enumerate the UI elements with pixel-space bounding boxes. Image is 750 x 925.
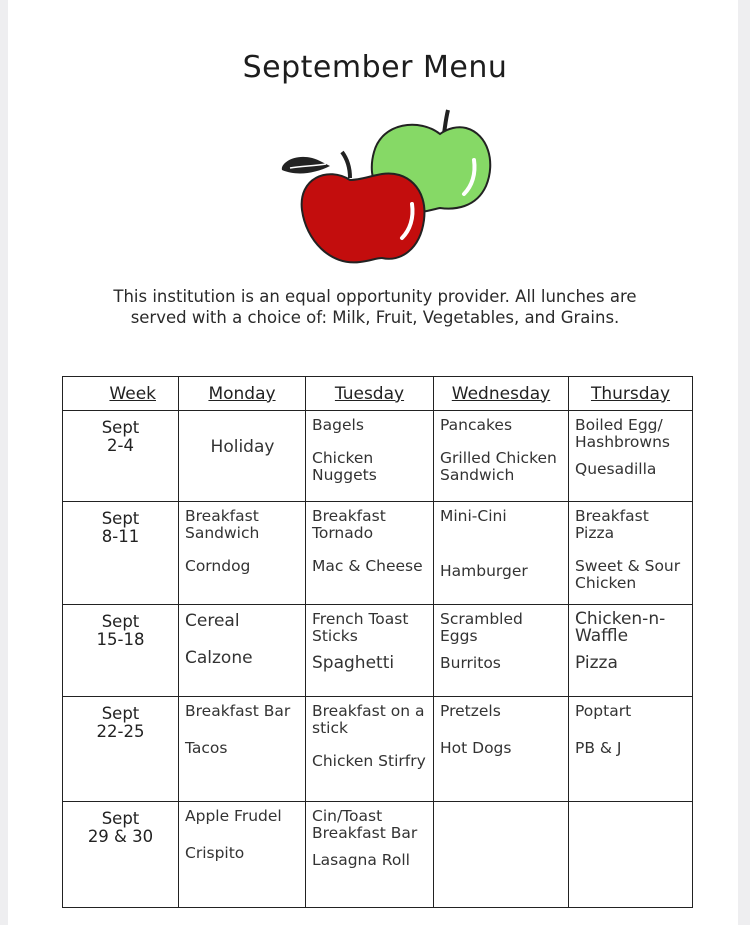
tuesday-cell (306, 697, 434, 802)
week-label: Sept (101, 418, 140, 437)
wednesday-cell (434, 411, 569, 502)
week-label: Sept (101, 612, 140, 631)
menu-item: Pretzels (440, 702, 501, 720)
thursday-cell (569, 697, 693, 802)
tuesday-cell (306, 502, 434, 605)
menu-item: Calzone (185, 648, 253, 668)
monday-cell (179, 411, 306, 502)
menu-item: Mini-Cini (440, 507, 507, 525)
tuesday-cell (306, 802, 434, 908)
menu-item: Cereal (185, 611, 240, 631)
thursday-cell (569, 411, 693, 502)
menu-item: Breakfast Sandwich (185, 507, 260, 542)
intro-text (0, 286, 750, 328)
week-dates: 8-11 (101, 527, 140, 546)
menu-item: Poptart (575, 702, 632, 720)
menu-item: Pizza (575, 653, 618, 673)
menu-item: French Toast Sticks (312, 610, 409, 645)
week-dates: 29 & 30 (87, 827, 154, 846)
menu-item: Breakfast Bar (185, 702, 291, 720)
week-dates: 15-18 (96, 630, 145, 649)
column-header-wednesday: Wednesday (434, 377, 569, 411)
menu-table (62, 376, 693, 908)
thursday-cell (569, 802, 693, 908)
tuesday-cell (306, 411, 434, 502)
menu-item: Chicken-n-Waffle (575, 609, 666, 646)
menu-item: Crispito (185, 844, 245, 862)
week-label: Sept (101, 809, 140, 828)
week-cell (63, 605, 179, 697)
menu-item: Grilled Chicken Sandwich (440, 449, 557, 484)
menu-item: Lasagna Roll (312, 851, 410, 869)
menu-item: Chicken Stirfry (312, 752, 426, 770)
menu-item: Bagels (312, 416, 364, 434)
table-row (63, 605, 693, 697)
menu-item: Tacos (185, 739, 228, 757)
table-row (63, 502, 693, 605)
menu-item: Hamburger (440, 562, 528, 580)
menu-item: Scrambled Eggs (440, 610, 523, 645)
menu-item: Cin/Toast Breakfast Bar (312, 807, 418, 842)
tuesday-cell (306, 605, 434, 697)
menu-item: Burritos (440, 654, 501, 672)
table-row (63, 697, 693, 802)
week-cell (63, 802, 179, 908)
menu-item: Holiday (210, 437, 275, 457)
menu-item: Breakfast Tornado (312, 507, 386, 542)
table-row (63, 411, 693, 502)
menu-item: Pancakes (440, 416, 513, 434)
menu-item: Apple Frudel (185, 807, 282, 825)
wednesday-cell (434, 802, 569, 908)
intro-line-1: This institution is an equal opportunity provider. All lunches are (113, 287, 637, 306)
monday-cell (179, 605, 306, 697)
menu-item: Boiled Egg/ Hashbrowns (575, 416, 670, 451)
week-cell (63, 411, 179, 502)
menu-item: Chicken Nuggets (312, 449, 377, 484)
week-cell (63, 502, 179, 605)
wednesday-cell (434, 502, 569, 605)
monday-cell (179, 802, 306, 908)
week-cell (63, 697, 179, 802)
column-header-monday: Monday (179, 377, 306, 411)
menu-item: Breakfast Pizza (575, 507, 649, 542)
menu-item: Quesadilla (575, 460, 657, 478)
menu-item: Corndog (185, 557, 251, 575)
wednesday-cell (434, 605, 569, 697)
column-header-tuesday: Tuesday (306, 377, 434, 411)
monday-cell (179, 502, 306, 605)
menu-page (8, 0, 738, 925)
table-row (63, 802, 693, 908)
monday-cell (179, 697, 306, 802)
week-label: Sept (101, 509, 140, 528)
page-title: September Menu (242, 50, 508, 85)
column-header-thursday: Thursday (569, 377, 693, 411)
week-dates: 2-4 (107, 436, 134, 455)
wednesday-cell (434, 697, 569, 802)
week-dates: 22-25 (96, 722, 145, 741)
menu-item: Sweet & Sour Chicken (575, 557, 681, 592)
apples-icon (270, 100, 500, 270)
column-header-week: Week (63, 377, 179, 411)
intro-line-2: served with a choice of: Milk, Fruit, Vegetables, and Grains. (130, 308, 620, 327)
thursday-cell (569, 605, 693, 697)
menu-item: Hot Dogs (440, 739, 512, 757)
menu-item: Spaghetti (312, 653, 395, 673)
week-label: Sept (101, 704, 140, 723)
header-row (63, 377, 693, 411)
thursday-cell (569, 502, 693, 605)
menu-item: Mac & Cheese (312, 557, 423, 575)
menu-item: Breakfast on a stick (312, 702, 425, 737)
menu-item: PB & J (575, 739, 622, 757)
